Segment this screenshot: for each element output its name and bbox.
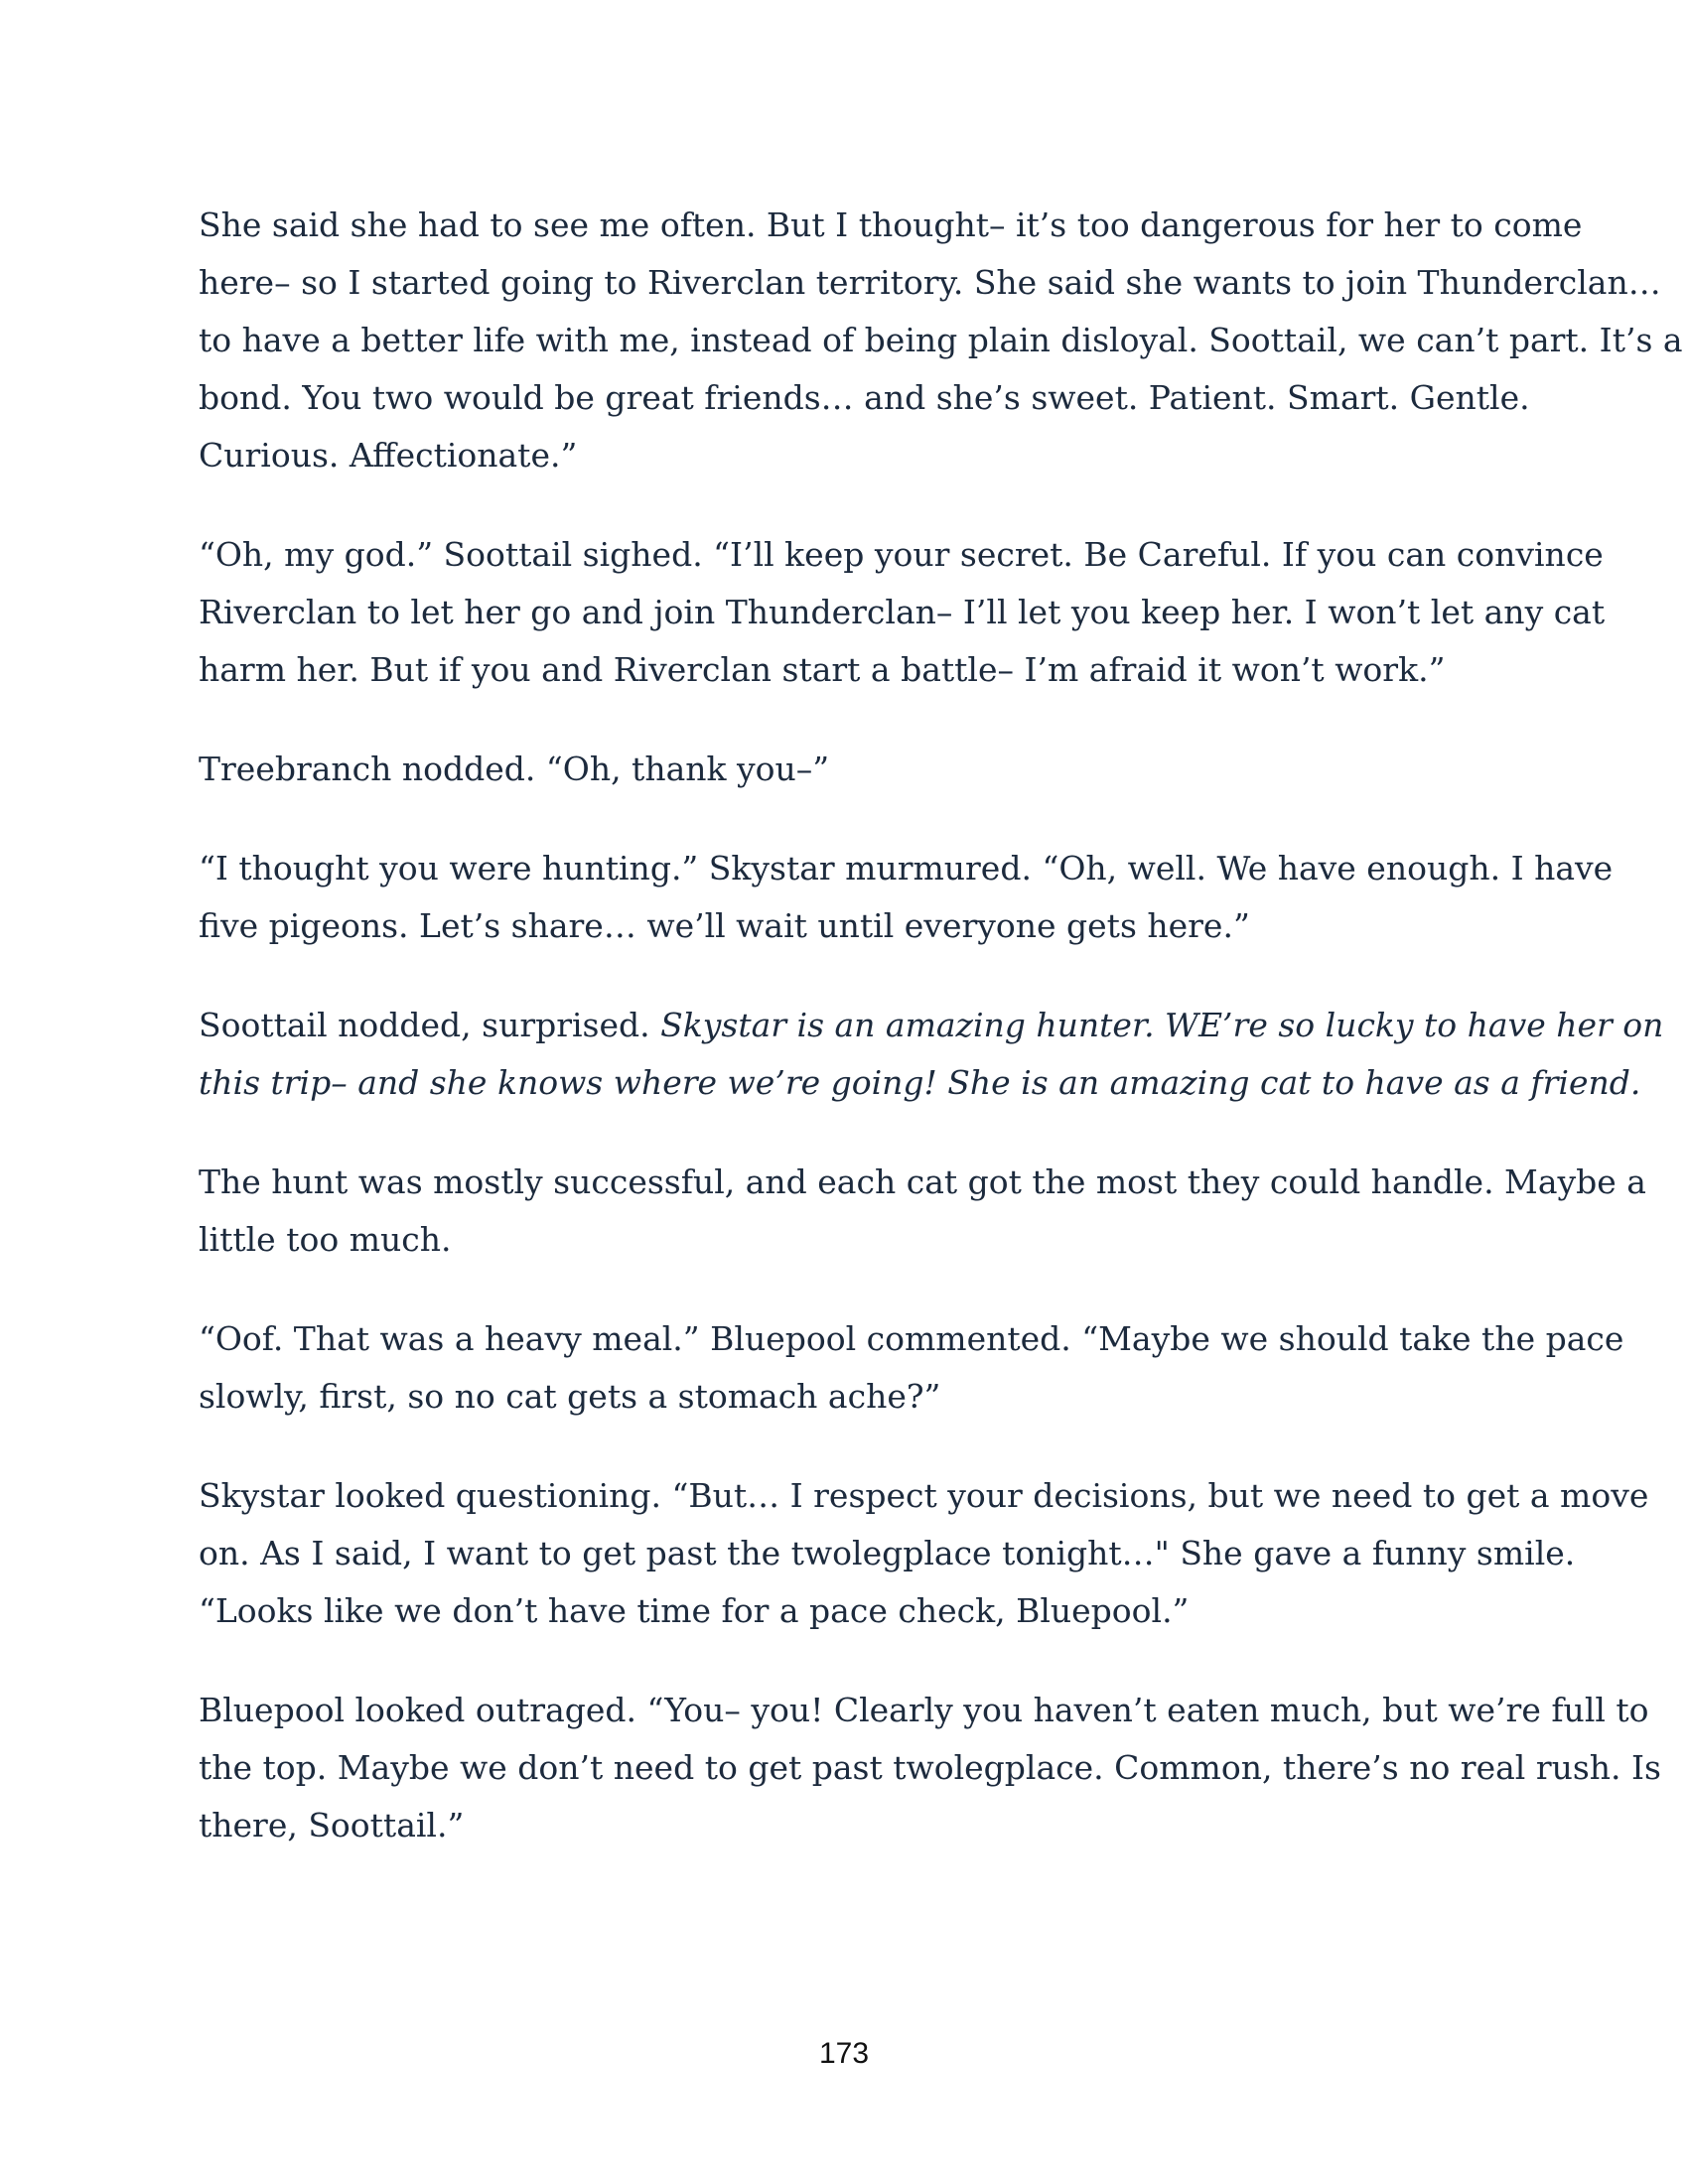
text-line: Bluepool looked outraged. “You– you! Clearly you haven’t eaten much, but we’re full to [199,1691,1649,1729]
paragraph-6 [199,1154,1646,1269]
page-number: 173 [818,2037,870,2070]
paragraph-7 [199,1310,1624,1426]
text-line: there, Soottail.” [199,1806,465,1844]
text-line: here– so I started going to Riverclan territory. She said she wants to join Thunderclan… [199,263,1661,302]
text-line: Treebranch nodded. “Oh, thank you–” [199,750,830,788]
text-line: bond. You two would be great friends… and she’s sweet. Patient. Smart. Gentle. [199,378,1530,417]
text-line: Riverclan to let her go and join Thunderclan– I’ll let you keep her. I won’t let any cat [199,593,1606,631]
paragraph-4 [199,840,1614,955]
text-line [199,997,1664,1054]
paragraph-3 [199,741,1499,798]
paragraph-8 [199,1467,1649,1640]
text-line-italic: this trip– and she knows where we’re going! She is an amazing cat to have as a friend. [199,1063,1641,1102]
text-line: the top. Maybe we don’t need to get past twolegplace. Common, there’s no real rush. Is [199,1748,1661,1787]
text-line: five pigeons. Let’s share… we’ll wait until everyone gets here.” [199,906,1250,945]
text-line-roman: Soottail nodded, surprised. [199,1006,661,1044]
text-line: “Oh, my god.” Soottail sighed. “I’ll keep your secret. Be Careful. If you can convince [199,535,1604,574]
text-line: Skystar looked questioning. “But… I respect your decisions, but we need to get a move [199,1476,1649,1515]
text-line: little too much. [199,1220,452,1259]
text-line: to have a better life with me, instead of being plain disloyal. Soottail, we can’t part. It’s a [199,321,1683,359]
text-line: “Oof. That was a heavy meal.” Bluepool commented. “Maybe we should take the pace [199,1319,1624,1358]
text-line: The hunt was mostly successful, and each cat got the most they could handle. Maybe a [199,1162,1646,1201]
text-line: on. As I said, I want to get past the twolegplace tonight…" She gave a funny smile. [199,1534,1576,1572]
paragraph-1 [199,197,1683,484]
paragraph-9 [199,1682,1661,1854]
text-line: Curious. Affectionate.” [199,436,578,475]
paragraph-5 [199,997,1664,1112]
text-line: “I thought you were hunting.” Skystar murmured. “Oh, well. We have enough. I have [199,849,1614,887]
text-line: harm her. But if you and Riverclan start a battle– I’m afraid it won’t work.” [199,650,1446,689]
paragraph-2 [199,526,1606,699]
text-line: She said she had to see me often. But I thought– it’s too dangerous for her to come [199,205,1583,244]
text-line-italic: Skystar is an amazing hunter. WE’re so lucky to have her on [660,1006,1664,1044]
text-line: “Looks like we don’t have time for a pace check, Bluepool.” [199,1591,1190,1630]
text-line: slowly, first, so no cat gets a stomach ache?” [199,1377,941,1416]
body-text [199,197,1683,1896]
